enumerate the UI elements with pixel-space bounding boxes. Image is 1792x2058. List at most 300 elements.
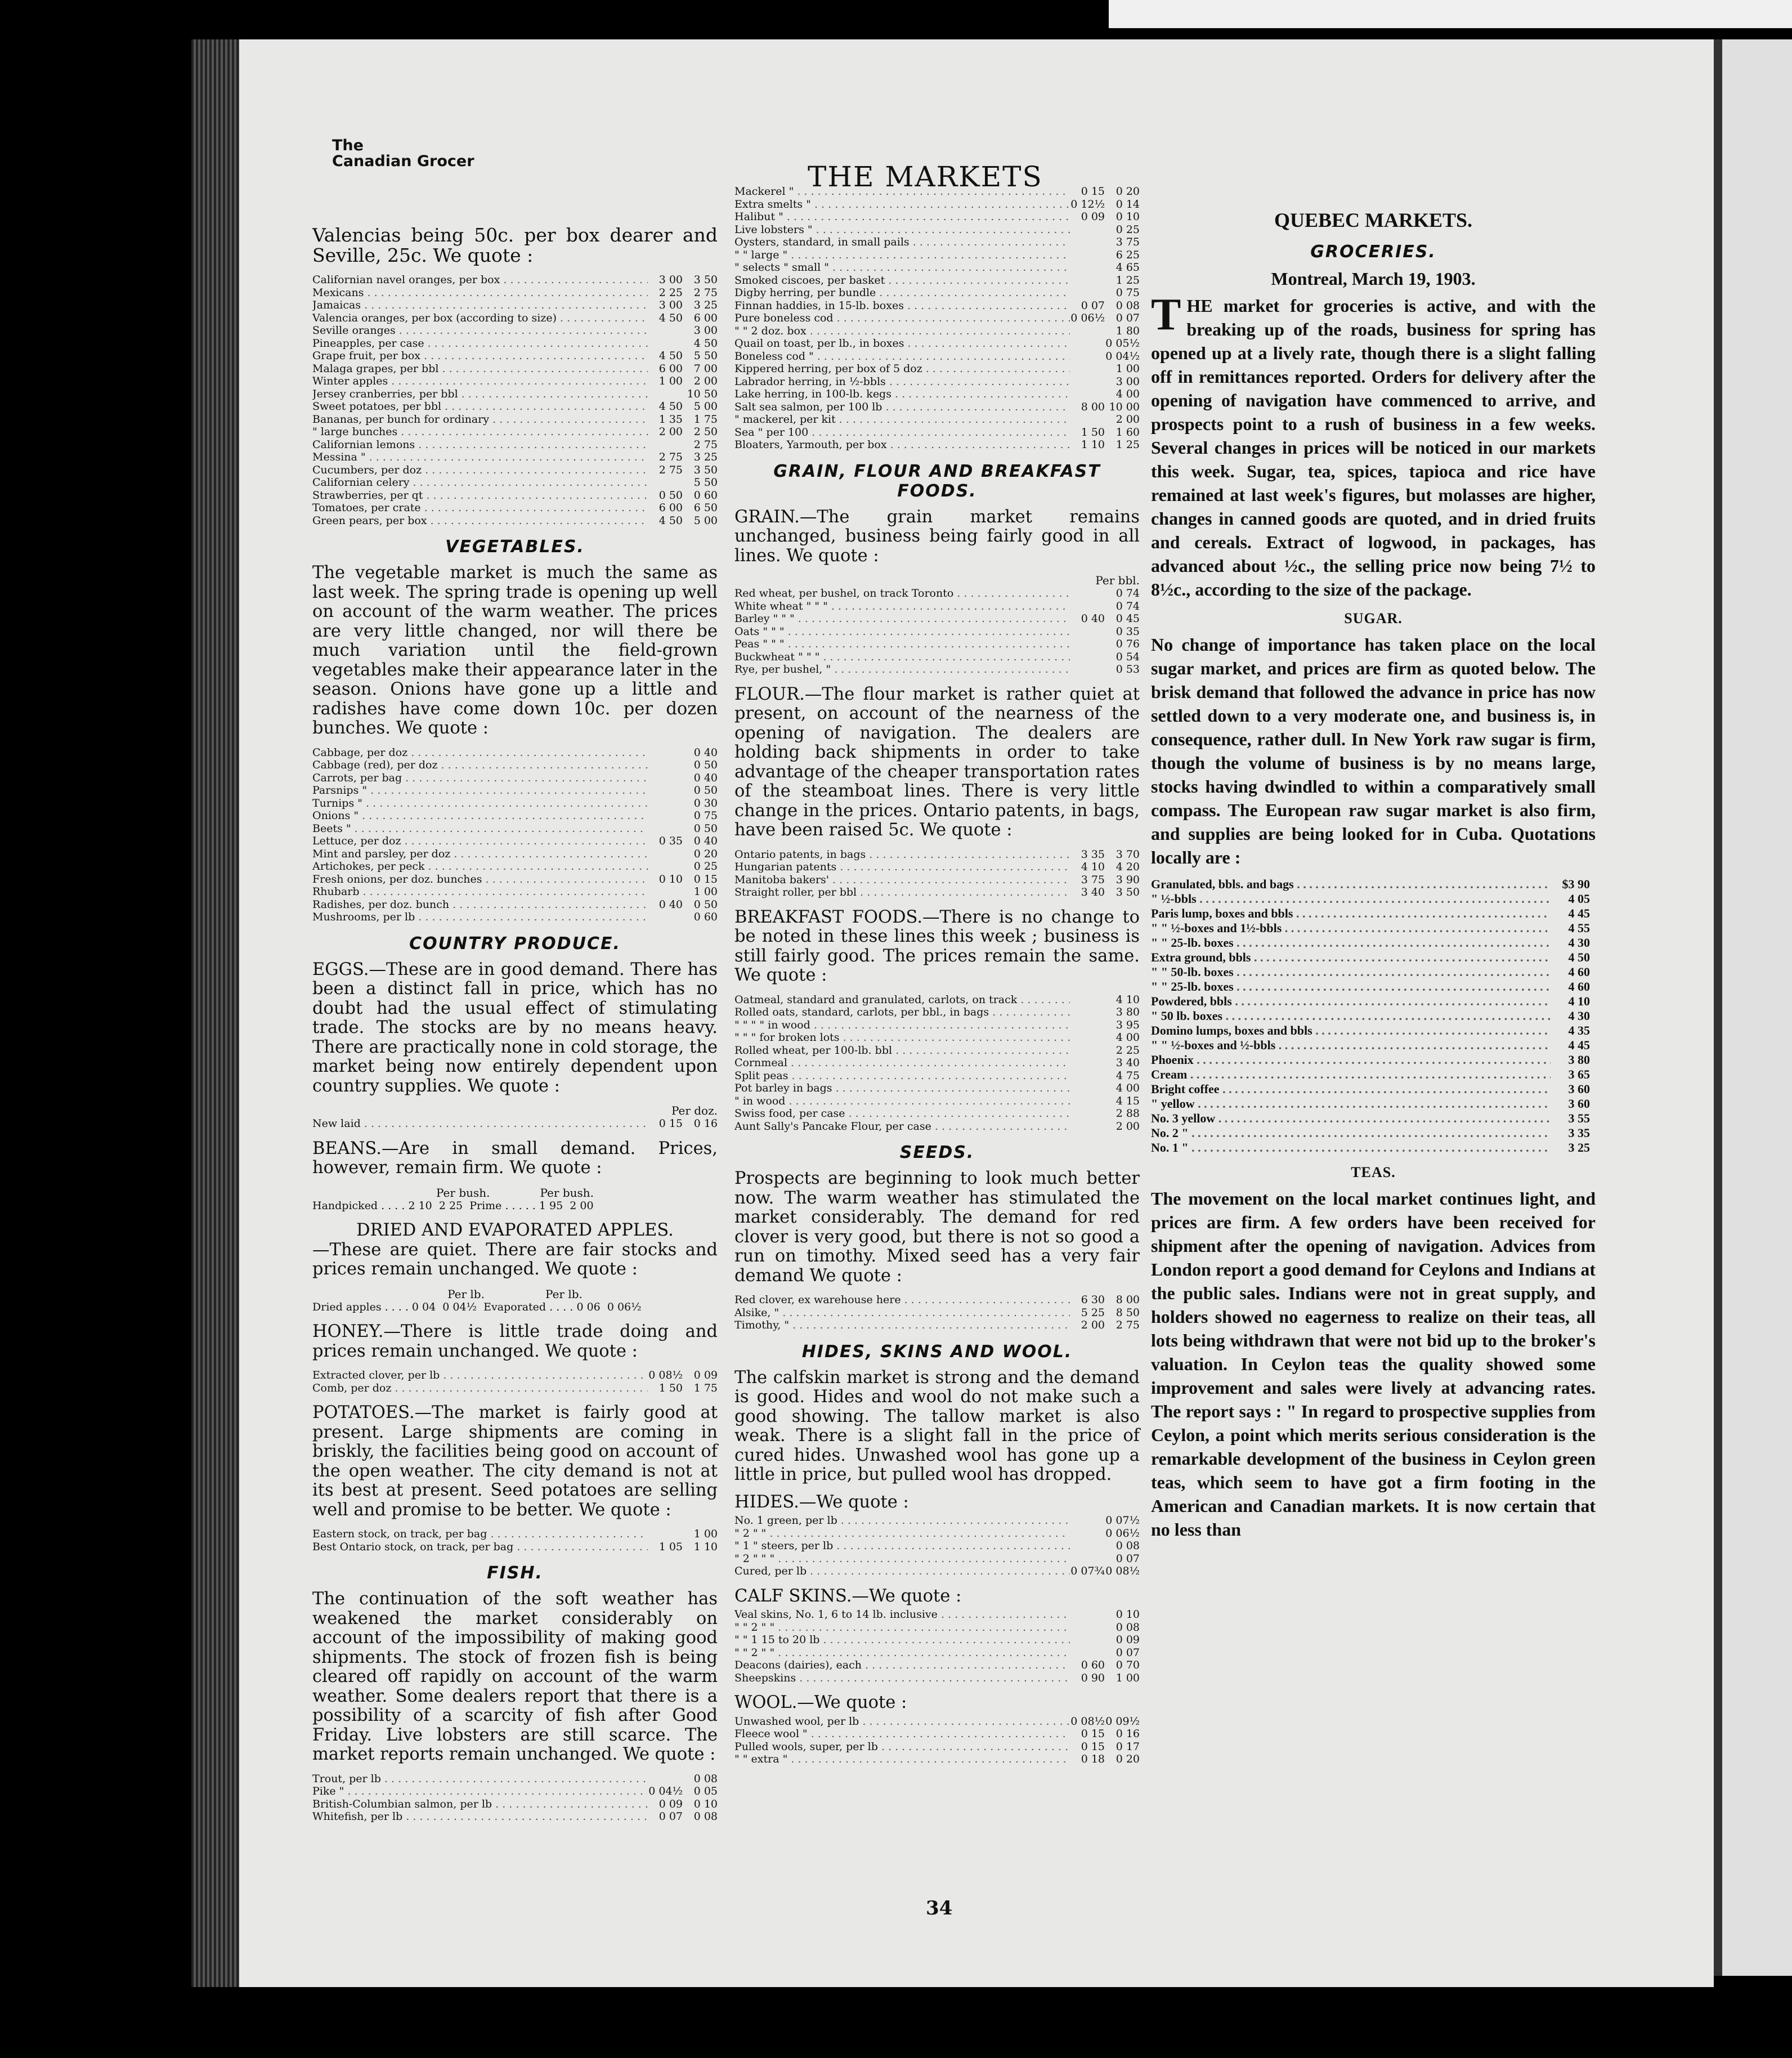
price-row [312,1798,718,1811]
price-low [1070,350,1105,363]
price-low: 3 75 [1081,873,1105,886]
price-low: 4 05 [1568,892,1590,906]
price-high: 0 14 [1115,198,1140,211]
price-row [1151,1097,1596,1111]
price-item: White wheat " " " . . . [734,600,1070,613]
price-item: Strawberries, per qt . . . [312,489,648,502]
price-row [312,1369,718,1382]
price-high: 10 50 [687,387,718,400]
price-high: 1 75 [693,1381,718,1394]
price-item: Halibut " . . . [734,211,1070,223]
price-item: Extra ground, bbls . . . [1151,950,1551,965]
price-item: Jamaicas . . . [312,299,648,312]
price-row [734,1514,1140,1527]
price-row [734,1728,1140,1741]
price-high: 0 08 [1115,1540,1140,1552]
price-high [1590,1097,1596,1111]
price-low: 0 12½ [1070,198,1105,211]
price-row [312,439,718,451]
price-high [1590,1111,1596,1126]
price-high: 2 50 [693,426,718,438]
price-item: Swiss food, per case . . . [734,1107,1070,1120]
price-row [312,911,718,924]
price-item: " " 2 doz. box . . . [734,325,1070,338]
price-item: Pike " . . . [312,1785,648,1798]
drop-cap: T [1151,290,1181,339]
price-item: " " 2 " " . . . [734,1621,1070,1634]
price-high: 0 50 [693,822,718,835]
price-row [312,350,718,363]
price-row [734,388,1140,401]
price-item: Pineapples, per case . . . [312,337,648,350]
eggs-price-list [312,1104,718,1130]
price-high: 0 08 [693,1772,718,1785]
price-item: " " 1 15 to 20 lb . . . [734,1634,1070,1647]
price-high: 0 75 [1115,287,1140,299]
price-row [312,476,718,489]
price-high: 1 75 [693,413,718,426]
price-low: 3 65 [1568,1067,1590,1081]
price-row [734,625,1140,638]
price-low: 0 07 [1081,299,1105,312]
seeds-heading: SEEDS. [899,1143,975,1162]
price-item: Bloaters, Yarmouth, per box . . . [734,439,1070,451]
price-row [734,185,1140,198]
price-row [734,413,1140,426]
price-low: 0 08½ [1070,1715,1105,1728]
price-low [1070,388,1105,401]
price-high: 0 16 [693,1117,718,1130]
price-item: " " 2 " " . . . [734,1647,1070,1659]
price-high [1590,892,1596,906]
price-high: 1 25 [1115,274,1140,287]
grain-rows [734,587,1140,676]
price-low: 2 75 [658,463,683,476]
price-item: Straight roller, per bbl . . . [734,886,1070,899]
price-low [1070,274,1105,287]
price-low [648,476,683,489]
price-low [1070,638,1105,651]
price-item: Pure boneless cod . . . [734,312,1070,325]
price-low [648,784,683,797]
price-low: 0 40 [658,898,683,911]
price-item: Paris lump, boxes and bbls . . . [1151,906,1551,921]
grain-heading: GRAIN, FLOUR AND BREAKFAST FOODS. [773,461,1101,501]
price-low: 3 00 [658,299,683,311]
price-high: 4 10 [1115,993,1140,1006]
price-item: Carrots, per bag . . . [312,772,648,785]
price-low [1070,223,1105,236]
price-high [1590,979,1596,994]
price-item: Californian lemons . . . [312,439,648,451]
price-high: 5 50 [693,476,718,489]
price-high: 0 20 [1115,1753,1140,1765]
price-low: 4 45 [1568,1038,1590,1052]
price-row [734,1057,1140,1070]
price-high: 0 07 [1115,312,1140,324]
price-row [312,363,718,375]
price-high: 3 80 [1115,1006,1140,1018]
price-high [1590,1023,1596,1038]
price-row [734,249,1140,262]
price-row [1151,950,1596,965]
price-high: 0 45 [1115,612,1140,625]
hides-quote: HIDES.—We quote : [734,1492,909,1512]
price-high: 0 09½ [1105,1715,1140,1728]
price-low [1070,1120,1105,1133]
price-row [734,198,1140,211]
price-item: Sheepskins . . . [734,1672,1070,1685]
sugar-price-list [1151,877,1596,1155]
price-low [648,759,683,772]
price-item: Cucumbers, per doz . . . [312,464,648,477]
price-item: " " 25-lb. boxes . . . [1151,936,1551,950]
beans-text: BEANS.—Are in small demand. Prices, however, remain firm. We quote : [312,1138,718,1178]
price-item: Aunt Sally's Pancake Flour, per case . . . [734,1120,1070,1133]
fish-price-list-2 [734,185,1140,451]
price-item: Pulled wools, super, per lb . . . [734,1741,1070,1753]
price-item: Winter apples . . . [312,375,648,388]
price-row [734,1307,1140,1319]
price-low [1070,375,1105,388]
price-item: " in wood . . . [734,1095,1070,1108]
price-low [1070,1107,1105,1120]
price-high: 0 10 [1115,1608,1140,1621]
price-item: New laid . . . [312,1117,648,1130]
price-row [734,375,1140,388]
price-high: 2 25 [1115,1044,1140,1057]
price-high: 3 25 [693,299,718,311]
price-item: Cabbage, per doz . . . [312,746,648,759]
price-low: 0 04½ [648,1785,683,1797]
fruit-price-list [312,274,718,527]
price-row [734,261,1140,274]
price-row [312,835,718,848]
price-row [734,312,1140,325]
price-item: Cabbage (red), per doz . . . [312,759,648,772]
price-low: 0 15 [658,1117,683,1130]
price-high [1590,965,1596,979]
price-low: 4 50 [658,311,683,324]
price-item: Seville oranges . . . [312,324,648,337]
potato-price-list [312,1528,718,1553]
price-low: 1 35 [658,413,683,426]
price-item: Timothy, " . . . [734,1319,1070,1332]
price-item: Green pears, per box . . . [312,514,648,527]
price-low: 2 00 [1081,1319,1105,1331]
price-low: 0 07 [658,1810,683,1823]
price-high: 4 20 [1115,861,1140,873]
eggs-text: EGGS.—These are in good demand. There has been a distinct fall in price, which has no doubt had the usual effect of stimulating trade. The stocks are by no means heavy. There are practically none in cold storage, the market being now entirely dependent upon country supplies. We quote : [312,959,718,1096]
price-low [1070,363,1105,375]
brand-line-1: The [332,137,364,154]
book-page-edges [191,39,242,1987]
price-high: 6 00 [693,311,718,324]
price-high: 0 70 [1115,1659,1140,1671]
price-low: 4 50 [658,400,683,413]
price-high: 4 15 [1115,1094,1140,1107]
price-item: Smoked ciscoes, per basket . . . [734,274,1070,287]
price-low: 0 15 [1081,1728,1105,1740]
price-low [1070,1057,1105,1070]
price-high: 0 07½ [1105,1514,1140,1527]
price-low [648,324,683,337]
price-high: 0 74 [1115,599,1140,612]
price-item: No. 2 " . . . [1151,1126,1551,1140]
price-item: Extra smelts " . . . [734,198,1070,211]
price-high: 3 25 [693,451,718,463]
price-row [312,375,718,388]
price-low [1070,337,1105,350]
page-number: 34 [926,1897,953,1920]
price-row [312,299,718,312]
price-low: 3 40 [1081,886,1105,898]
price-item: Salt sea salmon, per 100 lb . . . [734,401,1070,414]
price-low: $3 90 [1562,877,1590,891]
price-high: 4 65 [1115,261,1140,274]
price-low [1070,625,1105,638]
price-item: Veal skins, No. 1, 6 to 14 lb. inclusive . . . [734,1608,1070,1621]
price-row [734,1019,1140,1032]
price-row [734,1319,1140,1332]
price-low [1070,287,1105,299]
vegetables-text: The vegetable market is much the same as last week. The spring trade is opening up well on account of the warm weather. The prices are very little changed, nor will there be much variation until the field-grown vegetables make their appearance later in the season. Onions have gone up a little and radishes have come down 10c. per dozen bunches. We quote : [312,563,718,738]
price-low: 2 75 [658,451,683,463]
price-high: 2 00 [1115,1120,1140,1133]
price-row [734,363,1140,375]
price-item: Unwashed wool, per lb . . . [734,1715,1070,1728]
price-row [312,1785,718,1798]
price-low [648,388,683,401]
price-item: Malaga grapes, per bbl . . . [312,363,648,375]
price-low: 4 10 [1081,861,1105,873]
price-low: 8 00 [1081,400,1105,413]
price-row [734,274,1140,287]
groceries-text [1151,290,1596,601]
price-high [1590,994,1596,1009]
price-item: Barley " " " . . . [734,612,1070,625]
price-low [1070,600,1105,613]
price-row [312,451,718,464]
price-high: 1 00 [693,885,718,898]
price-low [648,1773,683,1786]
price-high: 1 10 [693,1540,718,1553]
price-row [312,885,718,898]
price-low [1070,1019,1105,1032]
price-high [1590,1009,1596,1023]
flour-text: FLOUR.—The flour market is rather quiet at present, on account of the nearness of the opening of navigation. The dealers are holding back shipments in order to take advantage of the cheaper transportation rates of the steamboat lines. There is very little change in the prices. Ontario patents, in bags, have been raised 5c. We quote : [734,684,1140,840]
price-item: " " ½-boxes and ½-bbls . . . [1151,1038,1551,1053]
price-item: Bananas, per bunch for ordinary . . . [312,413,648,426]
price-high: 3 00 [1115,375,1140,388]
honey-text: HONEY.—There is little trade doing and prices remain unchanged. We quote : [312,1322,718,1361]
beans-unit: Per bush. Per bush. [436,1185,594,1200]
price-low: 0 09 [658,1797,683,1810]
price-high: 3 50 [693,274,718,286]
price-row [312,809,718,822]
price-high: 0 25 [693,860,718,873]
price-low: 3 60 [1568,1082,1590,1096]
price-high [1590,906,1596,921]
price-row [1151,1082,1596,1097]
price-row [312,287,718,299]
price-item: Rolled wheat, per 100-lb. bbl . . . [734,1044,1070,1057]
price-item: Oysters, standard, in small pails . . . [734,236,1070,249]
price-row [734,350,1140,363]
price-row [312,502,718,514]
price-row [734,1095,1140,1108]
price-high: 0 04½ [1105,350,1140,363]
beans-line: Handpicked . . . . 2 10 2 25 Prime . . . . . 1 95 2 00 [312,1199,594,1212]
price-low [648,439,683,451]
price-item: Lake herring, in 100-lb. kegs . . . [734,388,1070,401]
price-high [1590,1082,1596,1097]
price-high: 0 17 [1115,1740,1140,1753]
price-row [1151,965,1596,979]
price-high: 4 50 [693,337,718,350]
price-low [1070,325,1105,338]
wool-quote: WOOL.—We quote : [734,1693,907,1712]
price-item: Whitefish, per lb . . . [312,1810,648,1823]
newspaper-page [239,39,1714,1987]
price-high: 0 30 [693,797,718,809]
price-row [1151,1009,1596,1023]
price-low [1070,1031,1105,1044]
price-row [734,1672,1140,1685]
price-high [1590,921,1596,936]
price-item: No. 1 green, per lb . . . [734,1514,1070,1527]
calf-skins-quote: CALF SKINS.—We quote : [734,1586,962,1606]
price-item: Valencia oranges, per box (according to size) . . . [312,312,648,325]
price-low: 6 00 [658,362,683,375]
top-right-tab [1109,0,1792,28]
price-row [1151,1038,1596,1053]
price-low: 4 10 [1568,994,1590,1008]
fish-text: The continuation of the soft weather has weakened the market considerably on account of the impossibility of making good shipments. The stock of frozen fish is being cleared off rapidly on account of the warm weather. Some dealers report that there is a possibility of a scarcity of fish after Good Friday. Live lobsters are still scarce. The market reports remain unchanged. We quote : [312,1589,718,1764]
price-item: " yellow . . . [1151,1097,1551,1111]
grain-unit: Per bbl. [1095,574,1140,587]
price-high: 0 40 [693,746,718,759]
price-high: 0 50 [693,784,718,797]
grain-price-list [734,574,1140,676]
price-low: 4 50 [658,350,683,362]
price-item: Red wheat, per bushel, on track Toronto . . . [734,587,1070,600]
price-high: 5 00 [693,514,718,527]
price-row [312,400,718,413]
price-row [312,898,718,911]
price-high [1590,950,1596,965]
column-3 [1151,208,1596,1549]
price-item: Kippered herring, per box of 5 doz . . . [734,363,1070,375]
price-item: British-Columbian salmon, per lb . . . [312,1798,648,1811]
price-high: 1 25 [1115,439,1140,451]
price-row [734,861,1140,874]
price-row [312,489,718,502]
price-item: Digby herring, per bundle . . . [734,287,1070,299]
price-high [1590,1126,1596,1140]
price-item: Ontario patents, in bags . . . [734,848,1070,861]
price-high: 0 05 [693,1785,718,1797]
price-item: Californian navel oranges, per box . . . [312,274,648,287]
price-item: Mackerel " . . . [734,185,1070,198]
price-high: 0 35 [1115,625,1140,638]
price-item: Eastern stock, on track, per bag . . . [312,1528,648,1541]
price-high: 7 00 [693,362,718,375]
price-item: " ½-bbls . . . [1151,892,1551,906]
price-high: 0 08 [1115,1621,1140,1634]
price-low: 3 35 [1568,1126,1590,1140]
page-title: THE MARKETS [808,160,1043,193]
price-low [1070,994,1105,1006]
price-low: 0 08½ [648,1369,683,1381]
price-item: " mackerel, per kit . . . [734,413,1070,426]
price-row [312,324,718,337]
price-item: Mushrooms, per lb . . . [312,911,648,924]
price-high [1590,936,1596,950]
price-high: 3 95 [1115,1018,1140,1031]
price-low [648,860,683,873]
dateline: Montreal, March 19, 1903. [1271,269,1476,289]
price-high: 4 00 [1115,1082,1140,1094]
price-item: " " 50-lb. boxes . . . [1151,965,1551,979]
hides-heading: HIDES, SKINS AND WOOL. [801,1341,1073,1362]
price-row [734,874,1140,887]
dried-apples-heading: DRIED AND EVAPORATED APPLES. [356,1220,674,1240]
price-high: 0 15 [693,873,718,885]
price-low: 4 55 [1568,921,1590,935]
price-high: 0 06½ [1105,1527,1140,1540]
price-high: 1 60 [1115,426,1140,439]
price-low [1070,261,1105,274]
price-high: 4 75 [1115,1069,1140,1082]
price-high: 0 09 [693,1369,718,1381]
price-low [1070,1621,1105,1634]
price-row [734,638,1140,651]
price-item: Turnips " . . . [312,797,648,810]
price-row [1151,1111,1596,1126]
price-high: 5 00 [693,400,718,413]
price-row [1151,877,1596,892]
price-item: Boneless cod " . . . [734,350,1070,363]
price-low: 3 35 [1081,848,1105,861]
price-row [1151,892,1596,906]
price-item: Phoenix . . . [1151,1053,1551,1067]
price-low: 1 50 [658,1381,683,1394]
price-low [1070,1634,1105,1647]
price-high: 0 09 [1115,1634,1140,1646]
price-row [734,600,1140,613]
price-high: 0 08½ [1105,1565,1140,1577]
price-row [734,1070,1140,1082]
price-row [734,1659,1140,1672]
price-row [312,426,718,439]
price-row [734,1608,1140,1621]
price-row [734,994,1140,1006]
price-item: No. 1 " . . . [1151,1140,1551,1155]
price-row [734,1621,1140,1634]
price-item: Beets " . . . [312,822,648,835]
eggs-rows [312,1117,718,1130]
price-low: 3 55 [1568,1111,1590,1125]
price-low: 2 25 [658,286,683,299]
groceries-body: HE market for groceries is active, and with the breaking up of the roads, business for spring has opened up at a lively rate, though there is a slight falling off in remittances reported. Orders for delivery after the opening of navigation have commenced to arrive, and prospects point to a rush of business in a few weeks. Several changes in prices will be noticed in our markets this week. Sugar, tea, spices, tapioca and rice have remained at last week's figures, but molasses are higher, changes in canned goods are quoted, and in dried fruits and cereals. Extract of logwood, in packages, has advanced about ½c., the selling price now being 7½ to 8½c., according to the size of the package. [1151,296,1596,599]
price-low: 0 18 [1081,1753,1105,1765]
price-high: 6 50 [693,502,718,514]
price-row [734,886,1140,899]
price-row [312,274,718,287]
price-item: Split peas . . . [734,1070,1070,1082]
price-high: 3 70 [1115,848,1140,861]
